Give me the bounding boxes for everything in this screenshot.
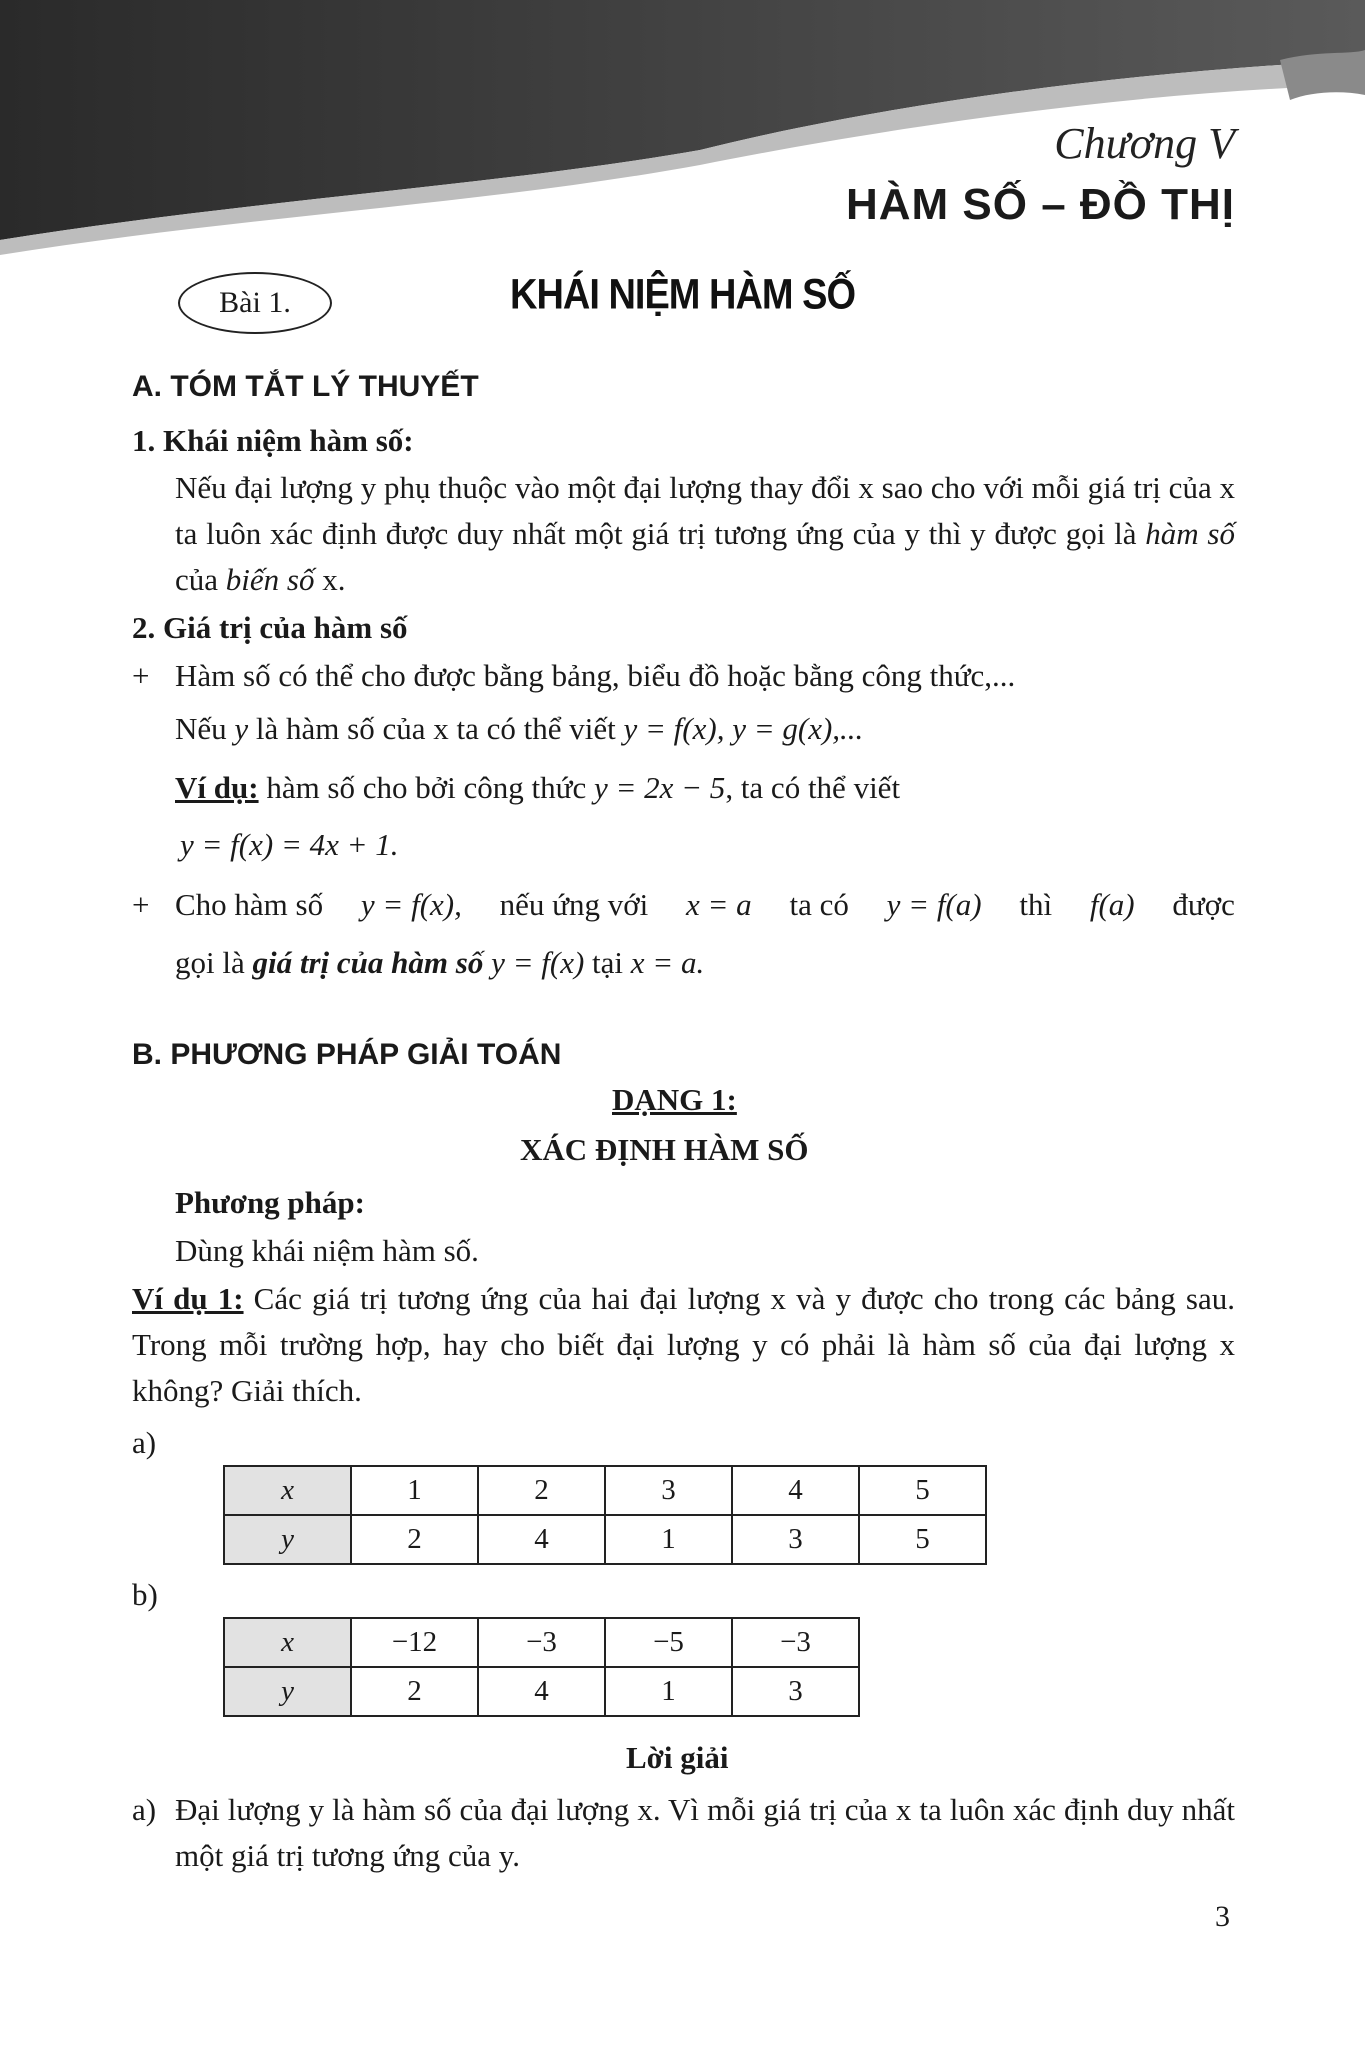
item2-line4 xyxy=(175,940,704,986)
table-a-cell: 5 xyxy=(859,1466,986,1515)
item1-title: 1. Khái niệm hàm số: xyxy=(132,423,414,458)
item2-line3 xyxy=(175,882,1235,928)
table-a-y-label: y xyxy=(224,1515,351,1564)
item2-line2 xyxy=(175,706,863,752)
example1-label: Ví dụ 1: xyxy=(132,1281,244,1316)
example-text2: , ta có thể viết xyxy=(725,770,901,805)
table-b xyxy=(223,1617,860,1717)
type-label: DẠNG 1: xyxy=(612,1082,737,1117)
chapter-label: Chương V xyxy=(1054,119,1235,168)
table-b-cell: 3 xyxy=(732,1667,859,1716)
table-a-cell: 2 xyxy=(478,1466,605,1515)
table-b-cell: 4 xyxy=(478,1667,605,1716)
line3-b: nếu ứng với xyxy=(499,887,649,922)
solution-a-label: a) xyxy=(132,1792,157,1827)
item2-title: 2. Giá trị của hàm số xyxy=(132,610,408,645)
example1-text: Các giá trị tương ứng của hai đại lượng x và y được cho trong các bảng sau. Trong mỗi trường hợp, hay cho biết đại lượng y có phải là hàm số của đại lượng x không? Giải thích. xyxy=(132,1281,1235,1408)
example-text: hàm số cho bởi công thức xyxy=(258,770,594,805)
example1-paragraph xyxy=(132,1276,1235,1414)
table-a-y-row xyxy=(224,1515,986,1564)
type-title: XÁC ĐỊNH HÀM SỐ xyxy=(520,1132,809,1167)
line3-a: Cho hàm số xyxy=(175,887,324,922)
table-b-x-label: x xyxy=(224,1618,351,1667)
table-a-x-label: x xyxy=(224,1466,351,1515)
example-formula: y = 2x − 5 xyxy=(593,770,726,805)
table-b-y-row xyxy=(224,1667,859,1716)
section-b-heading: B. PHƯƠNG PHÁP GIẢI TOÁN xyxy=(132,1038,562,1071)
table-a-cell: 1 xyxy=(351,1466,478,1515)
table-b-x-row xyxy=(224,1618,859,1667)
solution-a-text: Đại lượng y là hàm số của đại lượng x. Vì mỗi giá trị của x ta luôn xác định duy nhất một giá trị tương ứng của y. xyxy=(175,1792,1235,1873)
table-b-cell: −12 xyxy=(351,1618,478,1667)
item2-line2-a: Nếu xyxy=(175,711,235,746)
line4-f2: x = a. xyxy=(630,945,705,980)
table-b-cell: −3 xyxy=(478,1618,605,1667)
item1-text-end: x. xyxy=(314,562,346,597)
plus-bullet-1: + xyxy=(132,658,150,693)
item2-example xyxy=(175,765,900,811)
table-a-cell: 3 xyxy=(732,1515,859,1564)
plus-bullet-2: + xyxy=(132,887,150,922)
table-b-cell: 1 xyxy=(605,1667,732,1716)
item1-term2: biến số xyxy=(225,562,315,597)
lesson-title: KHÁI NIỆM HÀM SỐ xyxy=(510,271,855,319)
item1-text-mid: của xyxy=(175,562,226,597)
item2-line2-y: y xyxy=(234,711,249,746)
table-b-cell: 2 xyxy=(351,1667,478,1716)
item1-term1: hàm số xyxy=(1145,516,1235,551)
table-a-cell: 4 xyxy=(478,1515,605,1564)
chapter-title: HÀM SỐ – ĐỒ THỊ xyxy=(845,180,1235,229)
line3-c: ta có xyxy=(789,887,849,922)
line4-b: tại xyxy=(584,945,631,980)
table-a-cell: 1 xyxy=(605,1515,732,1564)
line3-f1: y = f(x), xyxy=(360,887,462,922)
page-number: 3 xyxy=(1215,1900,1230,1933)
example-label: Ví dụ: xyxy=(175,770,259,805)
section-a-heading: A. TÓM TẮT LÝ THUYẾT xyxy=(132,370,479,403)
item1-text-start: Nếu đại lượng y phụ thuộc vào một đại lượng thay đổi x sao cho với mỗi giá trị của x ta luôn xác định được duy nhất một giá trị tương ứng của y thì y được gọi là xyxy=(175,470,1235,551)
line4-f1: y = f(x) xyxy=(483,945,585,980)
method-label: Phương pháp: xyxy=(175,1185,365,1220)
item1-paragraph xyxy=(175,465,1235,603)
example-formula2: y = f(x) = 4x + 1. xyxy=(180,827,399,862)
line4-term: giá trị của hàm số xyxy=(252,945,484,980)
solution-heading: Lời giải xyxy=(626,1740,729,1775)
item2-line1: Hàm số có thể cho được bằng bảng, biểu đồ hoặc bằng công thức,... xyxy=(175,658,1016,693)
line3-f2: x = a xyxy=(686,887,752,922)
line3-f4: f(a) xyxy=(1089,887,1135,922)
part-b-label: b) xyxy=(132,1577,158,1612)
line3-f3: y = f(a) xyxy=(886,887,982,922)
table-a-cell: 2 xyxy=(351,1515,478,1564)
table-b-y-label: y xyxy=(224,1667,351,1716)
line3-e: được xyxy=(1172,887,1235,922)
line4-a: gọi là xyxy=(175,945,253,980)
part-a-label: a) xyxy=(132,1425,157,1460)
table-a xyxy=(223,1465,987,1565)
line3-d: thì xyxy=(1019,887,1053,922)
lesson-badge: Bài 1. xyxy=(178,272,332,334)
method-text: Dùng khái niệm hàm số. xyxy=(175,1233,479,1268)
table-b-cell: −3 xyxy=(732,1618,859,1667)
item2-line2-formula: y = f(x), y = g(x),... xyxy=(623,711,864,746)
table-a-cell: 3 xyxy=(605,1466,732,1515)
table-a-x-row xyxy=(224,1466,986,1515)
table-a-cell: 4 xyxy=(732,1466,859,1515)
table-b-cell: −5 xyxy=(605,1618,732,1667)
item2-line2-b: là hàm số của x ta có thể viết xyxy=(248,711,624,746)
table-a-cell: 5 xyxy=(859,1515,986,1564)
